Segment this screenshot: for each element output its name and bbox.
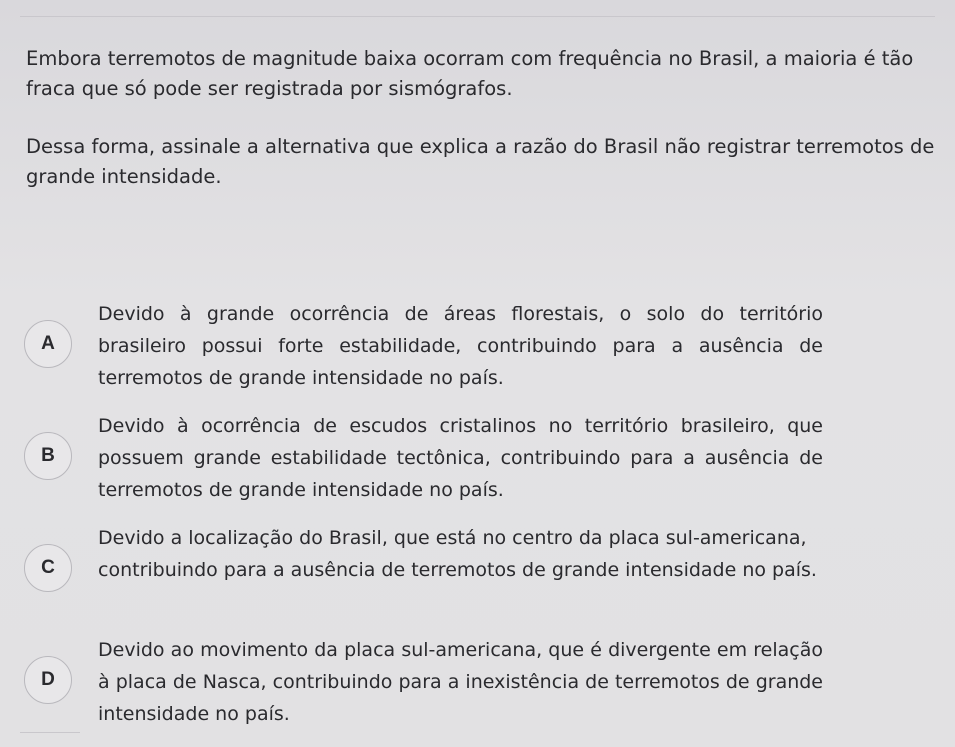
answer-options — [24, 298, 936, 746]
option-d-text[interactable]: Devido ao movimento da placa sul-americana, que é divergente em relação à placa de Nasca, contribuindo para a inexistência de terremotos de grande intensidade no país. — [98, 639, 823, 725]
option-a[interactable] — [24, 298, 936, 406]
bottom-divider — [20, 732, 80, 733]
option-b-letter-button[interactable]: B — [24, 432, 72, 480]
option-b-text[interactable]: Devido à ocorrência de escudos cristalinos no território brasileiro, que possuem grande estabilidade tectônica, contribuindo para a ausência de terremotos de grande intensidade no país. — [98, 415, 823, 501]
option-d[interactable] — [24, 634, 936, 742]
question-stem — [26, 44, 941, 220]
question-paragraph-1: Embora terremotos de magnitude baixa ocorram com frequência no Brasil, a maioria é tão fraca que só pode ser registrada por sismógrafos. — [26, 47, 914, 100]
option-c-text[interactable]: Devido a localização do Brasil, que está no centro da placa sul-americana, contribuindo para a ausência de terremotos de grande intensidade no país. — [98, 527, 817, 581]
option-c-letter-button[interactable]: C — [24, 544, 72, 592]
option-d-letter-button[interactable]: D — [24, 656, 72, 704]
option-a-letter-button[interactable]: A — [24, 320, 72, 368]
top-divider — [20, 16, 935, 17]
option-b[interactable] — [24, 410, 936, 518]
option-a-text[interactable]: Devido à grande ocorrência de áreas florestais, o solo do território brasileiro possui forte estabilidade, contribuindo para a ausência de terremotos de grande intensidade no país. — [98, 303, 823, 389]
question-paragraph-2: Dessa forma, assinale a alternativa que explica a razão do Brasil não registrar terremotos de grande intensidade. — [26, 135, 935, 188]
option-c[interactable] — [24, 522, 936, 630]
